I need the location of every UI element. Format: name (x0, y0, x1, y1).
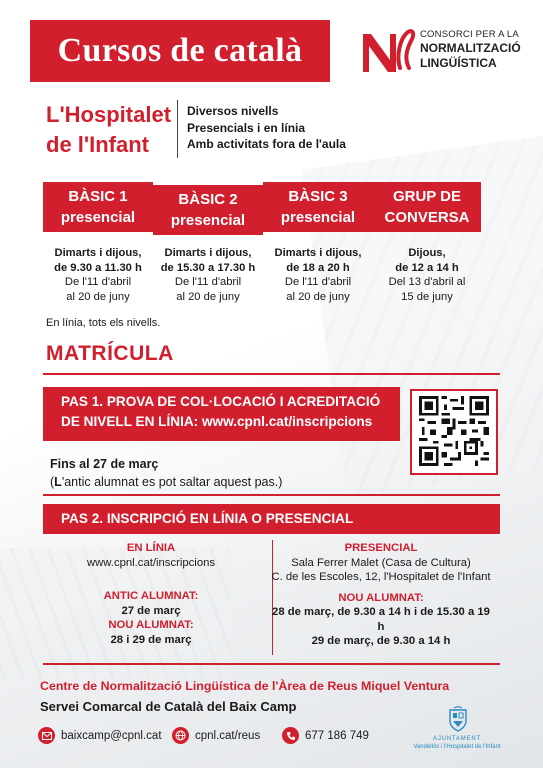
schedule-date-end: al 20 de juny (176, 290, 240, 303)
ajuntament-line1: AJUNTAMENT (433, 736, 481, 742)
course-basic2-mode: presencial (170, 212, 246, 229)
qr-code-icon[interactable] (419, 396, 489, 466)
consorci-logo-text (420, 28, 521, 71)
town-line2: de l'Infant (46, 132, 150, 157)
consorci-line3: LINGÜÍSTICA (420, 56, 497, 70)
title-banner (30, 20, 330, 82)
town-divider (177, 100, 178, 158)
presencial-place: Sala Ferrer Malet (Casa de Cultura) (291, 556, 471, 569)
step2-banner: PAS 2. INSCRIPCIÓ EN LÍNIA O PRESENCIAL (43, 504, 500, 534)
ajuntament-text (402, 736, 512, 751)
note-initial: L (54, 475, 62, 489)
presencial-nou-label: NOU ALUMNAT: (338, 591, 424, 604)
contact-phone[interactable] (282, 727, 369, 744)
schedule-basic2 (148, 246, 268, 304)
consorci-line1: CONSORCI PER A LA (420, 29, 519, 40)
globe-icon (172, 727, 189, 744)
course-basic1-mode: presencial (60, 209, 136, 226)
step1-deadline (50, 455, 282, 491)
schedule-basic3 (258, 246, 378, 304)
schedule-date-start: De l'11 d'abril (284, 276, 352, 288)
antic-date: 27 de març (121, 604, 181, 617)
note-paren: ( (50, 475, 55, 489)
consorci-line2: NORMALITZACIÓ (420, 41, 521, 55)
course-basic2-box (153, 185, 263, 235)
antic-label: ANTIC ALUMNAT: (103, 590, 199, 602)
servei-name: Servei Comarcal de Català del Baix Camp (40, 699, 297, 714)
schedule-date-start: De l'11 d'abril (174, 276, 242, 288)
schedule-date-end: al 20 de juny (286, 290, 350, 303)
presencial-address: C. de les Escoles, 12, l'Hospitalet de l'Infant (271, 571, 491, 583)
matricula-heading: MATRÍCULA (46, 342, 174, 365)
online-url[interactable]: www.cpnl.cat/inscripcions (86, 556, 216, 569)
step1-line2[interactable]: DE NIVELL EN LÍNIA: www.cpnl.cat/inscripcions (61, 414, 373, 429)
schedule-basic1 (38, 246, 158, 304)
online-heading: EN LÍNIA (126, 542, 176, 554)
course-features (187, 103, 346, 153)
footer-divider (43, 663, 500, 665)
ajuntament-line2: Vandellòs i l'Hospitalet de l'Infant (413, 743, 501, 750)
centre-name: Centre de Normalització Lingüística de l'Àrea de Reus Miquel Ventura (40, 679, 450, 693)
web-text[interactable]: cpnl.cat/reus (195, 729, 261, 742)
presencial-column (270, 541, 492, 649)
schedule-days: Dijous, (408, 247, 446, 259)
deadline-note (50, 473, 282, 491)
town-name (46, 100, 172, 160)
town-line1: L'Hospitalet (46, 102, 172, 127)
email-text[interactable]: baixcamp@cpnl.cat (61, 729, 162, 742)
schedule-days: Dimarts i dijous, (274, 247, 362, 259)
feature-activities: Amb activitats fora de l'aula (187, 137, 346, 151)
online-column (40, 541, 262, 647)
nou-label: NOU ALUMNAT: (108, 619, 194, 631)
contact-email[interactable] (38, 727, 162, 744)
feature-levels: Diversos nivells (187, 104, 279, 118)
course-basic1-name: BÀSIC 1 (68, 188, 128, 205)
course-basic3-name: BÀSIC 3 (288, 188, 348, 205)
note-text: 'antic alumnat es pot saltar aquest pas.) (61, 475, 283, 489)
schedule-date-start: De l'11 d'abril (64, 276, 132, 288)
schedule-hours: de 18 a 20 h (286, 261, 350, 274)
schedule-hours: de 15.30 a 17.30 h (160, 261, 256, 274)
step-divider (43, 494, 500, 496)
phone-text[interactable]: 677 186 749 (305, 729, 369, 742)
schedule-hours: de 9.30 a 11.30 h (54, 261, 142, 274)
presencial-heading: PRESENCIAL (344, 542, 418, 554)
course-conversa-name1: GRUP DE (392, 188, 462, 205)
course-basic2-name: BÀSIC 2 (178, 191, 238, 208)
step1-line1: PAS 1. PROVA DE COL·LOCACIÓ I ACREDITACIÓ (61, 394, 381, 409)
contact-web[interactable] (172, 727, 260, 744)
schedule-date-start: Del 13 d'abril al (388, 276, 466, 288)
ajuntament-shield-icon (447, 706, 469, 732)
phone-icon (282, 727, 299, 744)
matricula-divider (43, 373, 500, 375)
course-conversa-name2: CONVERSA (384, 209, 470, 226)
presencial-slot1: 28 de març, de 9.30 a 14 h i de 15.30 a 19 h (272, 606, 490, 633)
feature-modes: Presencials i en línia (187, 120, 306, 135)
presencial-slot2: 29 de març, de 9.30 a 14 h (311, 635, 451, 647)
schedule-days: Dimarts i dijous, (54, 247, 142, 259)
course-conversa-box (373, 182, 481, 232)
email-icon (38, 727, 55, 744)
course-basic1-box (43, 182, 153, 232)
schedule-date-end: al 20 de juny (66, 290, 130, 303)
page-title: Cursos de català (57, 32, 303, 69)
schedule-date-end: 15 de juny (401, 290, 453, 303)
deadline-date: Fins al 27 de març (50, 457, 159, 471)
schedule-hours: de 12 a 14 h (395, 261, 459, 274)
course-basic3-box (263, 182, 373, 232)
course-basic3-mode: presencial (280, 209, 356, 226)
nou-date: 28 i 29 de març (110, 633, 192, 646)
step1-banner (43, 387, 400, 441)
consorci-logo-icon (360, 28, 416, 74)
schedule-conversa (367, 246, 487, 304)
schedule-days: Dimarts i dijous, (164, 247, 252, 259)
online-note: En línia, tots els nivells. (46, 317, 161, 329)
